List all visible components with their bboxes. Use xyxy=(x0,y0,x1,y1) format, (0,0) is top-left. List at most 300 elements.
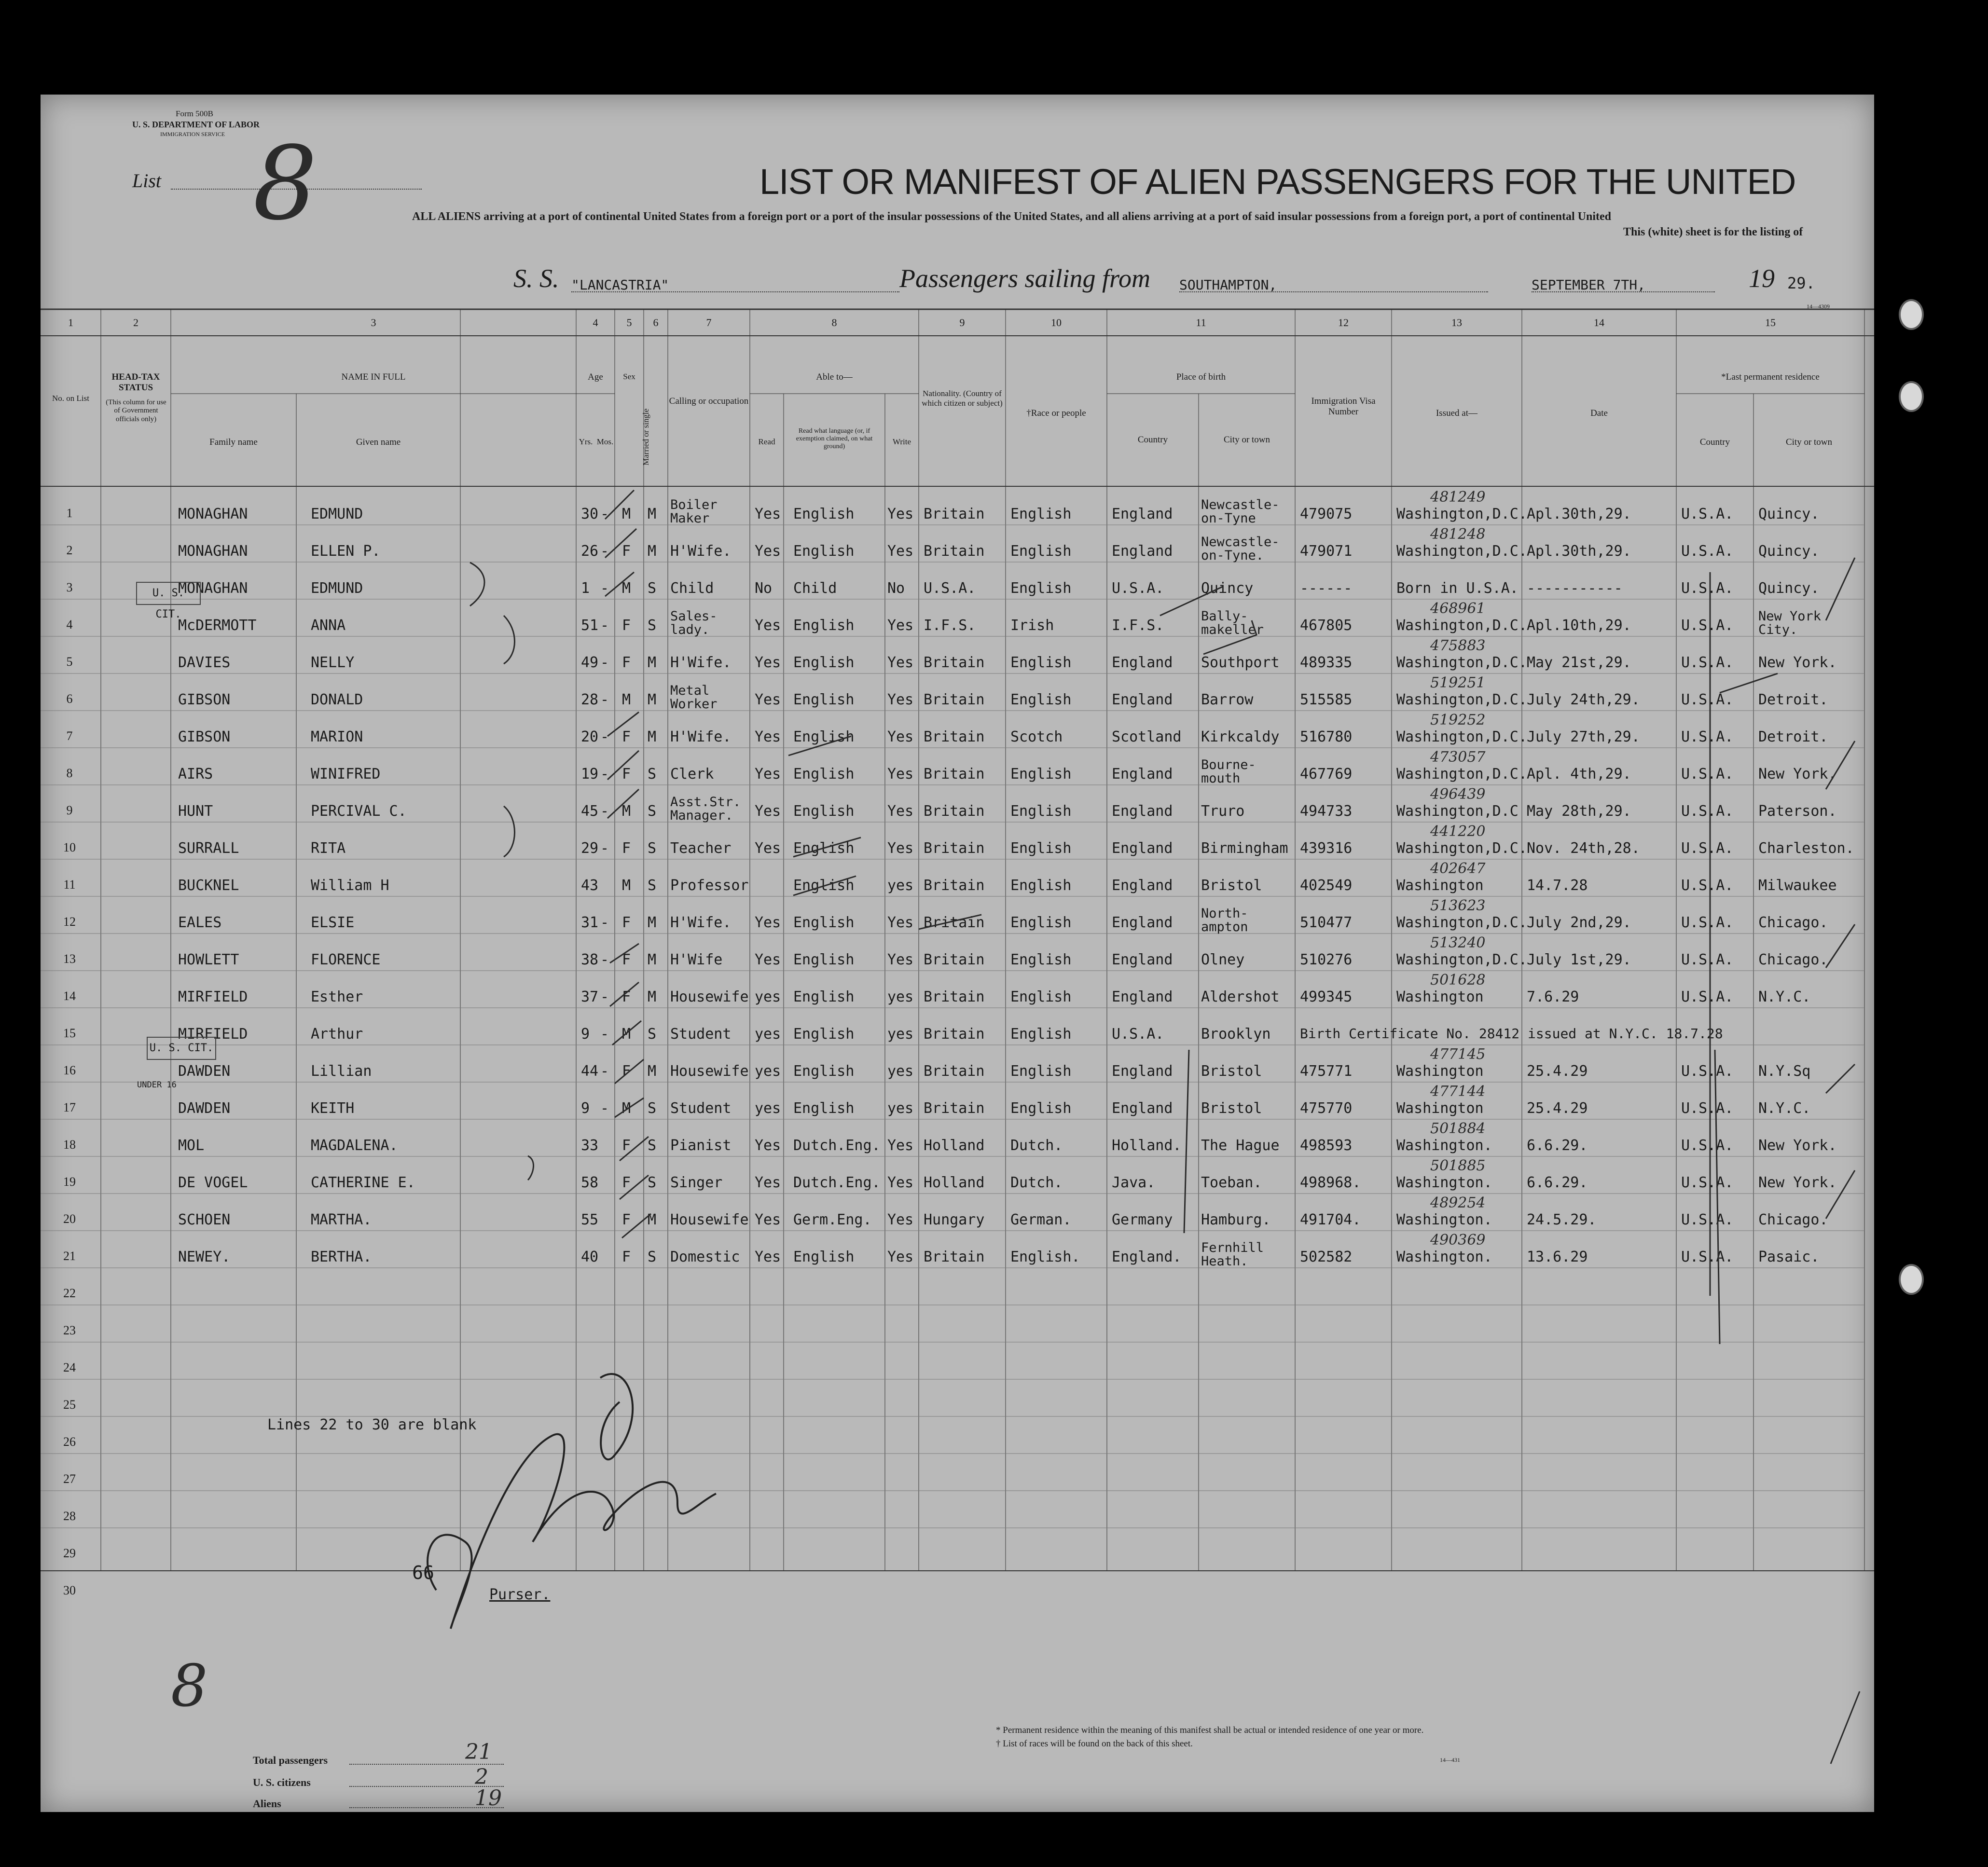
family-name-cell: SCHOEN xyxy=(178,1211,231,1228)
marital-status-cell: M xyxy=(648,914,657,931)
sex-cell: F xyxy=(622,1249,631,1265)
marital-status-cell: M xyxy=(648,728,657,745)
residence-city-cell: New York. xyxy=(1758,654,1837,671)
marital-status-cell: M xyxy=(648,988,657,1005)
visa-number-cell: 494733 xyxy=(1300,803,1353,820)
age-cell: 49 xyxy=(581,654,599,671)
language-cell: Dutch.Eng. xyxy=(793,1174,881,1191)
nationality-cell: Britain xyxy=(924,1100,985,1117)
handwritten-visa-number: 501628 xyxy=(1430,972,1486,988)
months-cell: - xyxy=(600,766,609,782)
col-number-1: 1 xyxy=(68,316,73,329)
months-cell: - xyxy=(600,1063,609,1080)
birth-city-cell: Brooklyn xyxy=(1201,1026,1271,1043)
residence-city-cell: New York. xyxy=(1758,1137,1837,1154)
sailing-label: Passengers sailing from xyxy=(899,264,1151,293)
issue-date-cell: Apl.30th,29. xyxy=(1527,543,1631,560)
write-cell: Yes xyxy=(887,803,914,820)
ship-name: "LANCASTRIA" xyxy=(571,277,669,293)
given-name-cell: Lillian xyxy=(311,1063,372,1080)
marital-status-cell: S xyxy=(648,1137,657,1154)
residence-country-cell: U.S.A. xyxy=(1681,766,1734,782)
col-number-4: 4 xyxy=(593,316,598,329)
language-cell: English xyxy=(793,840,855,857)
months-cell: - xyxy=(600,988,609,1005)
visa-number-cell: 439316 xyxy=(1300,840,1353,857)
header-place-of-birth: Place of birth xyxy=(1176,372,1226,382)
row-number: 25 xyxy=(63,1398,76,1412)
handwritten-visa-number: 501884 xyxy=(1430,1120,1486,1137)
birth-city-cell: Quincy xyxy=(1201,580,1254,597)
family-name-cell: BUCKNEL xyxy=(178,877,239,894)
residence-country-cell: U.S.A. xyxy=(1681,543,1734,560)
family-name-cell: HUNT xyxy=(178,803,213,820)
write-cell: Yes xyxy=(887,840,914,857)
language-cell: English xyxy=(793,914,855,931)
write-cell: Yes xyxy=(887,951,914,968)
birth-city-cell: Olney xyxy=(1201,951,1245,968)
read-cell: yes xyxy=(755,1100,781,1117)
race-cell: Dutch. xyxy=(1010,1174,1063,1191)
months-cell: - xyxy=(600,914,609,931)
birth-city-cell: Bristol xyxy=(1201,1100,1262,1117)
age-cell: 33 xyxy=(581,1137,599,1154)
birth-country-cell: England xyxy=(1112,766,1173,782)
given-name-cell: BERTHA. xyxy=(311,1249,372,1265)
issued-at-cell: Washington,D.C. xyxy=(1396,654,1527,671)
marital-status-cell: S xyxy=(648,580,657,597)
visa-number-cell: Birth Certificate No. 28412 issued at N.Y.C. 18.7.28 xyxy=(1300,1026,1723,1042)
handwritten-visa-number: 477145 xyxy=(1430,1046,1486,1063)
handwritten-visa-number: 513623 xyxy=(1430,897,1486,914)
language-cell: English xyxy=(793,506,855,522)
sex-cell: F xyxy=(622,840,631,857)
port-name: SOUTHAMPTON, xyxy=(1179,277,1277,293)
birth-city-cell: Newcastle-on-Tyne. xyxy=(1201,535,1280,563)
nationality-cell: Britain xyxy=(924,988,985,1005)
occupation-cell: Metal Worker xyxy=(670,683,718,712)
occupation-cell: Housewife xyxy=(670,1211,749,1228)
sex-cell: F xyxy=(622,728,631,745)
residence-country-cell: U.S.A. xyxy=(1681,1100,1734,1117)
row-number: 19 xyxy=(63,1175,76,1189)
issue-date-cell: 7.6.29 xyxy=(1527,988,1579,1005)
read-cell: Yes xyxy=(755,1137,781,1154)
aliens-label: Aliens xyxy=(253,1798,281,1810)
header-married: Married or single xyxy=(641,408,651,466)
issue-date-cell: 6.6.29. xyxy=(1527,1174,1588,1191)
given-name-cell: Arthur xyxy=(311,1026,363,1043)
age-cell: 58 xyxy=(581,1174,599,1191)
months-cell: - xyxy=(600,803,609,820)
header-no-on-list: No. on List xyxy=(52,394,89,403)
row-number: 17 xyxy=(63,1100,76,1114)
language-cell: English xyxy=(793,877,855,894)
language-cell: English xyxy=(793,803,855,820)
row-number: 20 xyxy=(63,1212,76,1226)
header-nationality: Nationality. (Country of which citizen or subject) xyxy=(922,389,1003,408)
residence-country-cell: U.S.A. xyxy=(1681,617,1734,634)
months-cell: - xyxy=(600,1100,609,1117)
residence-city-cell: N.Y.Sq xyxy=(1758,1063,1811,1080)
issued-at-cell: Washington,D.C. xyxy=(1396,617,1527,634)
birth-city-cell: Barrow xyxy=(1201,691,1254,708)
age-cell: 43 xyxy=(581,877,599,894)
sex-cell: F xyxy=(622,988,631,1005)
birth-city-cell: Bristol xyxy=(1201,877,1262,894)
row-number: 3 xyxy=(66,580,73,594)
issue-date-cell: July 24th,29. xyxy=(1527,691,1640,708)
race-cell: English xyxy=(1010,580,1072,597)
birth-city-cell: Hamburg. xyxy=(1201,1211,1271,1228)
write-cell: Yes xyxy=(887,506,914,522)
issue-date-cell: July 27th,29. xyxy=(1527,728,1640,745)
birth-country-cell: England xyxy=(1112,877,1173,894)
issue-date-cell: Apl.30th,29. xyxy=(1527,506,1631,522)
given-name-cell: Esther xyxy=(311,988,363,1005)
read-cell: Yes xyxy=(755,617,781,634)
language-cell: Child xyxy=(793,580,837,597)
family-name-cell: DAWDEN xyxy=(178,1100,231,1117)
months-cell: - xyxy=(600,840,609,857)
write-cell: yes xyxy=(887,1100,914,1117)
blank-lines-note: Lines 22 to 30 are blank xyxy=(267,1416,477,1433)
race-cell: English xyxy=(1010,951,1072,968)
given-name-cell: MARTHA. xyxy=(311,1211,372,1228)
header-family-name: Family name xyxy=(209,437,258,447)
handwritten-visa-number: 481248 xyxy=(1430,526,1486,543)
binder-hole xyxy=(1899,1264,1924,1295)
read-cell: Yes xyxy=(755,766,781,782)
race-cell: English xyxy=(1010,766,1072,782)
header-issued-at: Issued at— xyxy=(1436,408,1477,418)
race-cell: English xyxy=(1010,914,1072,931)
visa-number-cell: 502582 xyxy=(1300,1249,1353,1265)
read-cell: Yes xyxy=(755,506,781,522)
marital-status-cell: S xyxy=(648,1249,657,1265)
residence-country-cell: U.S.A. xyxy=(1681,914,1734,931)
binder-hole xyxy=(1899,299,1924,330)
language-cell: Germ.Eng. xyxy=(793,1211,872,1228)
issued-at-cell: Washington. xyxy=(1396,1249,1492,1265)
residence-city-cell: Detroit. xyxy=(1758,728,1828,745)
given-name-cell: ANNA xyxy=(311,617,346,634)
read-cell: Yes xyxy=(755,1211,781,1228)
months-cell: - xyxy=(600,654,609,671)
age-cell: 1 xyxy=(581,580,590,597)
residence-country-cell: U.S.A. xyxy=(1681,506,1734,522)
residence-country-cell: U.S.A. xyxy=(1681,988,1734,1005)
binder-hole xyxy=(1899,381,1924,412)
write-cell: Yes xyxy=(887,654,914,671)
residence-country-cell: U.S.A. xyxy=(1681,803,1734,820)
nationality-cell: Britain xyxy=(924,803,985,820)
birth-city-cell: Toeban. xyxy=(1201,1174,1262,1191)
us-citizens-label: U. S. citizens xyxy=(253,1776,311,1788)
row-number: 29 xyxy=(63,1546,76,1560)
footnote-residence: * Permanent residence within the meaning of this manifest shall be actual or intended residence of one year or more. xyxy=(996,1725,1424,1735)
birth-city-cell: Kirkcaldy xyxy=(1201,728,1280,745)
marital-status-cell: M xyxy=(648,1211,657,1228)
residence-city-cell: Quincy. xyxy=(1758,506,1820,522)
row-number: 14 xyxy=(63,989,76,1003)
row-number: 5 xyxy=(66,655,73,669)
nationality-cell: Britain xyxy=(924,951,985,968)
row-number: 26 xyxy=(63,1435,76,1449)
race-cell: Irish xyxy=(1010,617,1054,634)
issue-date-cell: 25.4.29 xyxy=(1527,1063,1588,1080)
sex-cell: M xyxy=(622,1100,631,1117)
read-cell: Yes xyxy=(755,840,781,857)
handwritten-visa-number: 477144 xyxy=(1430,1083,1486,1100)
issued-at-cell: Washington xyxy=(1396,1063,1484,1080)
age-cell: 9 xyxy=(581,1100,590,1117)
issued-at-cell: Washington. xyxy=(1396,1137,1492,1154)
write-cell: Yes xyxy=(887,728,914,745)
read-cell: Yes xyxy=(755,951,781,968)
nationality-cell: Britain xyxy=(924,691,985,708)
col-number-13: 13 xyxy=(1451,316,1462,329)
nationality-cell: Britain xyxy=(924,728,985,745)
birth-country-cell: England xyxy=(1112,691,1173,708)
occupation-cell: Teacher xyxy=(670,840,732,857)
age-cell: 19 xyxy=(581,766,599,782)
header-name-in-full: NAME IN FULL xyxy=(341,372,406,382)
race-cell: English xyxy=(1010,803,1072,820)
residence-city-cell: N.Y.C. xyxy=(1758,988,1811,1005)
col-number-11: 11 xyxy=(1196,316,1206,329)
birth-country-cell: I.F.S. xyxy=(1112,617,1164,634)
residence-city-cell: Quincy. xyxy=(1758,580,1820,597)
header-write: Write xyxy=(892,437,911,446)
handwritten-visa-number: 475883 xyxy=(1430,637,1486,654)
age-cell: 44 xyxy=(581,1063,599,1080)
age-cell: 9 xyxy=(581,1026,590,1043)
visa-number-cell: 475770 xyxy=(1300,1100,1353,1117)
birth-city-cell: Bally-makeller xyxy=(1201,609,1264,638)
us-citizen-stamp: U. S. CIT. xyxy=(136,582,201,605)
occupation-cell: H'Wife. xyxy=(670,543,732,560)
language-cell: English xyxy=(793,1249,855,1265)
header-able-to: Able to— xyxy=(816,372,853,382)
form-code-top: 14—4309 xyxy=(1807,303,1830,310)
visa-number-cell: ------ xyxy=(1300,580,1353,597)
birth-country-cell: U.S.A. xyxy=(1112,1026,1164,1043)
residence-country-cell: U.S.A. xyxy=(1681,1211,1734,1228)
birth-city-cell: North-ampton xyxy=(1201,906,1248,935)
birth-country-cell: Scotland xyxy=(1112,728,1182,745)
age-cell: 26 xyxy=(581,543,599,560)
sex-cell: F xyxy=(622,1137,631,1154)
language-cell: English xyxy=(793,617,855,634)
nationality-cell: I.F.S. xyxy=(924,617,976,634)
nationality-cell: Britain xyxy=(924,506,985,522)
row-number: 28 xyxy=(63,1509,76,1523)
family-name-cell: NEWEY. xyxy=(178,1249,231,1265)
header-res-city: City or town xyxy=(1785,437,1833,447)
write-cell: Yes xyxy=(887,766,914,782)
purser-signature xyxy=(407,1359,817,1648)
family-name-cell: GIBSON xyxy=(178,691,231,708)
issue-date-cell: 13.6.29 xyxy=(1527,1249,1588,1265)
given-name-cell: EDMUND xyxy=(311,506,363,522)
race-cell: Dutch. xyxy=(1010,1137,1063,1154)
family-name-cell: GIBSON xyxy=(178,728,231,745)
marital-status-cell: M xyxy=(648,543,657,560)
header-head-tax: HEAD-TAX STATUS xyxy=(111,372,160,393)
row-number: 12 xyxy=(63,915,76,929)
issued-at-cell: Washington,D.C. xyxy=(1396,728,1527,745)
family-name-cell: DAWDEN xyxy=(178,1063,231,1080)
occupation-cell: Housewife xyxy=(670,1063,749,1080)
visa-number-cell: 479071 xyxy=(1300,543,1353,560)
marital-status-cell: M xyxy=(648,951,657,968)
col-number-14: 14 xyxy=(1594,316,1604,329)
list-number: 8 xyxy=(253,124,318,243)
age-cell: 29 xyxy=(581,840,599,857)
header-birth-country: Country xyxy=(1137,435,1168,445)
col-number-2: 2 xyxy=(133,316,138,329)
sex-cell: F xyxy=(622,654,631,671)
race-cell: Scotch xyxy=(1010,728,1063,745)
nationality-cell: Britain xyxy=(924,1026,985,1043)
family-name-cell: SURRALL xyxy=(178,840,239,857)
issue-date-cell: 25.4.29 xyxy=(1527,1100,1588,1117)
birth-country-cell: Germany xyxy=(1112,1211,1173,1228)
given-name-cell: PERCIVAL C. xyxy=(311,803,407,820)
header-read-what: Read what language (or, if exemption claimed, on what ground) xyxy=(796,427,873,451)
residence-country-cell: U.S.A. xyxy=(1681,1063,1734,1080)
issue-date-cell: May 21st,29. xyxy=(1527,654,1631,671)
birth-country-cell: England xyxy=(1112,506,1173,522)
birth-city-cell: Southport xyxy=(1201,654,1280,671)
occupation-cell: Child xyxy=(670,580,714,597)
number-99: 99 xyxy=(412,1561,434,1582)
residence-country-cell: U.S.A. xyxy=(1681,840,1734,857)
row-number: 30 xyxy=(63,1583,76,1597)
row-number: 6 xyxy=(66,692,73,706)
birth-city-cell: Birmingham xyxy=(1201,840,1288,857)
residence-city-cell: Paterson. xyxy=(1758,803,1837,820)
issued-at-cell: Born in U.S.A. xyxy=(1396,580,1519,597)
given-name-cell: KEITH xyxy=(311,1100,355,1117)
birth-city-cell: Newcastle-on-Tyne xyxy=(1201,497,1280,526)
months-cell: - xyxy=(600,951,609,968)
issued-at-cell: Washington,D.C. xyxy=(1396,914,1527,931)
occupation-cell: Student xyxy=(670,1026,732,1043)
row-number: 24 xyxy=(63,1360,76,1374)
race-cell: English xyxy=(1010,840,1072,857)
nationality-cell: Britain xyxy=(924,1249,985,1265)
birth-city-cell: The Hague xyxy=(1201,1137,1280,1154)
under-16-stamp: UNDER 16 xyxy=(137,1080,177,1090)
department-label: U. S. DEPARTMENT OF LABOR xyxy=(132,120,260,129)
issued-at-cell: Washington. xyxy=(1396,1211,1492,1228)
nationality-cell: Britain xyxy=(924,1063,985,1080)
residence-country-cell: U.S.A. xyxy=(1681,1174,1734,1191)
col-number-5: 5 xyxy=(626,316,632,329)
handwritten-visa-number: 441220 xyxy=(1430,823,1486,840)
occupation-cell: Sales-lady. xyxy=(670,609,718,638)
nationality-cell: Britain xyxy=(924,840,985,857)
year-prefix: 19 xyxy=(1749,264,1775,293)
age-cell: 40 xyxy=(581,1249,599,1265)
manifest-title: LIST OR MANIFEST OF ALIEN PASSENGERS FOR THE UNITED xyxy=(759,162,1796,202)
residence-city-cell: Charleston. xyxy=(1758,840,1854,857)
write-cell: Yes xyxy=(887,617,914,634)
occupation-cell: H'Wife. xyxy=(670,914,732,931)
sex-cell: M xyxy=(622,803,631,820)
occupation-cell: H'Wife. xyxy=(670,728,732,745)
marital-status-cell: S xyxy=(648,1174,657,1191)
row-number: 8 xyxy=(66,766,73,780)
birth-country-cell: England xyxy=(1112,543,1173,560)
age-cell: 55 xyxy=(581,1211,599,1228)
read-cell: Yes xyxy=(755,691,781,708)
race-cell: English xyxy=(1010,1063,1072,1080)
race-cell: English xyxy=(1010,1100,1072,1117)
issued-at-cell: Washington. xyxy=(1396,1174,1492,1191)
birth-country-cell: England xyxy=(1112,840,1173,857)
visa-number-cell: 499345 xyxy=(1300,988,1353,1005)
given-name-cell: RITA xyxy=(311,840,346,857)
issued-at-cell: Washington,D.C. xyxy=(1396,543,1527,560)
issued-at-cell: Washington xyxy=(1396,1100,1484,1117)
header-yrs: Yrs. xyxy=(579,437,593,446)
handwritten-visa-number: 402647 xyxy=(1430,860,1486,877)
nationality-cell: Britain xyxy=(924,914,985,931)
header-residence: *Last permanent residence xyxy=(1721,372,1820,382)
language-cell: Dutch.Eng. xyxy=(793,1137,881,1154)
birth-country-cell: England xyxy=(1112,988,1173,1005)
occupation-cell: Student xyxy=(670,1100,732,1117)
write-cell: yes xyxy=(887,1063,914,1080)
manifest-sheet xyxy=(41,95,1874,1812)
row-number: 27 xyxy=(63,1472,76,1486)
occupation-cell: Clerk xyxy=(670,766,714,782)
residence-city-cell: N.Y.C. xyxy=(1758,1100,1811,1117)
total-passengers-label: Total passengers xyxy=(253,1754,328,1766)
row-number: 7 xyxy=(66,729,73,743)
occupation-cell: Boiler Maker xyxy=(670,497,718,526)
sex-cell: F xyxy=(622,1174,631,1191)
binder-hole xyxy=(1899,1606,1924,1637)
residence-city-cell: Milwaukee xyxy=(1758,877,1837,894)
row-number: 11 xyxy=(63,878,76,892)
sex-cell: F xyxy=(622,766,631,782)
issued-at-cell: Washington,D.C xyxy=(1396,803,1519,820)
header-sex: Sex xyxy=(623,372,635,381)
birth-city-cell: Fernhill Heath. xyxy=(1201,1240,1264,1269)
language-cell: English xyxy=(793,1100,855,1117)
manifest-intro: ALL ALIENS arriving at a port of continental United States from a foreign port or a port of the insular possessions of the United States, and all aliens arriving at a port of said insular possessions from a foreign port, a port of continental United xyxy=(412,210,1611,223)
write-cell: Yes xyxy=(887,1137,914,1154)
marital-status-cell: S xyxy=(648,840,657,857)
handwritten-visa-number: 473057 xyxy=(1430,749,1486,766)
year-suffix: 29. xyxy=(1787,274,1815,292)
issued-at-cell: Washington,D.C. xyxy=(1396,766,1527,782)
issued-at-cell: Washington,D.C. xyxy=(1396,506,1527,522)
visa-number-cell: 489335 xyxy=(1300,654,1353,671)
months-cell: - xyxy=(600,728,609,745)
header-race: †Race or people xyxy=(1026,408,1086,418)
row-number: 18 xyxy=(63,1138,76,1152)
occupation-cell: H'Wife xyxy=(670,951,723,968)
issue-date-cell: 6.6.29. xyxy=(1527,1137,1588,1154)
handwritten-visa-number: 519251 xyxy=(1430,674,1486,691)
row-number: 22 xyxy=(63,1286,76,1300)
given-name-cell: William H xyxy=(311,877,389,894)
